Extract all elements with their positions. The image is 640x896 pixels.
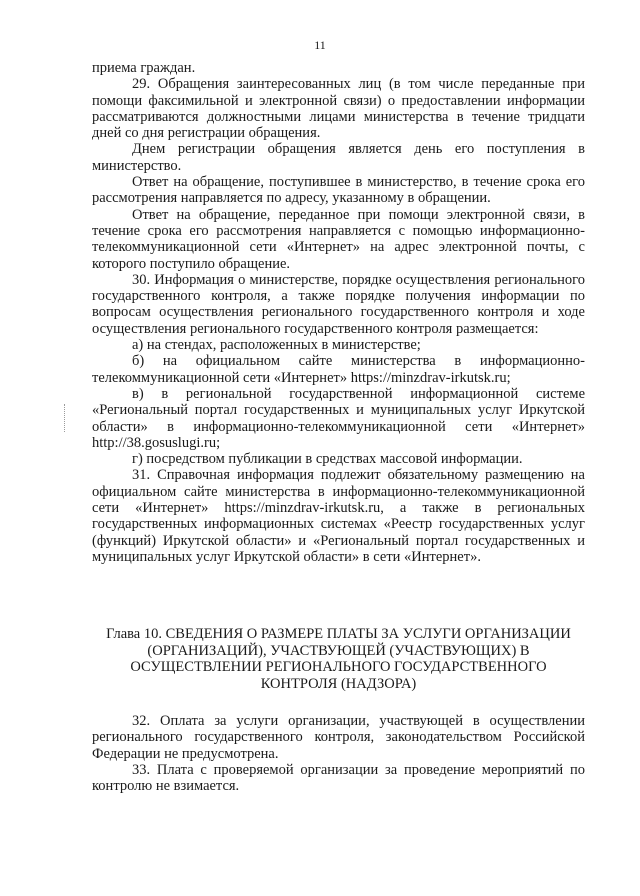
paragraph-32: 32. Оплата за услуги организации, участвующей в осуществлении регионального государственного контроля, законодательством Российской Федерации не предусмотрена. bbox=[92, 713, 585, 762]
paragraph-registration-day: Днем регистрации обращения является день его поступления в министерство. bbox=[92, 141, 585, 174]
document-body bbox=[92, 60, 585, 565]
list-item-v: в) в региональной государственной информационной системе «Региональный портал государственных и муниципальных услуг Иркутской области» в информационно-телекоммуникационной сети «Интернет» http://38.gosuslugi.ru; bbox=[92, 385, 585, 451]
chapter-heading-line: Глава 10. СВЕДЕНИЯ О РАЗМЕРЕ ПЛАТЫ ЗА УСЛУГИ ОРГАНИЗАЦИИ bbox=[106, 626, 571, 642]
page-number: 11 bbox=[314, 38, 326, 52]
margin-pencil-mark bbox=[64, 404, 67, 432]
chapter-heading-line: (ОРГАНИЗАЦИЙ), УЧАСТВУЮЩЕЙ (УЧАСТВУЮЩИХ) В bbox=[147, 642, 530, 659]
paragraph-33: 33. Плата с проверяемой организации за проведение мероприятий по контролю не взимается. bbox=[92, 761, 585, 795]
paragraph-continuation: приема граждан. bbox=[92, 60, 196, 76]
list-item-b: б) на официальном сайте министерства в информационно-телекоммуникационной сети «Интернет» https://minzdrav-irkutsk.ru; bbox=[92, 353, 585, 386]
chapter-10-heading bbox=[92, 626, 585, 692]
paragraph-29: 29. Обращения заинтересованных лиц (в том числе переданные при помощи факсимильной и электронной связи) о предоставлении информации рассматриваются должностными лицами министерства в течение тридцати дней со дня регистрации обращения. bbox=[92, 76, 585, 142]
list-item-a: а) на стендах, расположенных в министерстве; bbox=[132, 337, 421, 354]
paragraph-reply-by-address: Ответ на обращение, поступившее в министерство, в течение срока его рассмотрения направляется по адресу, указанному в обращении. bbox=[92, 174, 585, 207]
list-item-g: г) посредством публикации в средствах массовой информации. bbox=[132, 451, 523, 468]
chapter-heading-line: ОСУЩЕСТВЛЕНИИ РЕГИОНАЛЬНОГО ГОСУДАРСТВЕННОГО bbox=[130, 659, 547, 675]
paragraph-31: 31. Справочная информация подлежит обязательному размещению на официальном сайте министерства в информационно-телекоммуникационной сети «Интернет» https://minzdrav-irkutsk.ru, а также в региональных государственных информационных системах «Реестр государственных услуг (функций) Иркутской области» и «Региональный портал государственных и муниципальных услуг Иркутской области» в сети «Интернет». bbox=[92, 467, 585, 565]
paragraph-reply-by-email: Ответ на обращение, переданное при помощи электронной связи, в течение срока его рассмотрения направляется с помощью информационно-телекоммуникационной сети «Интернет» на адрес электронной почты, с которого поступило обращение. bbox=[92, 206, 585, 272]
chapter-10-body bbox=[92, 713, 585, 794]
paragraph-30: 30. Информация о министерстве, порядке осуществления регионального государственного контроля, а также порядке получения информации по вопросам осуществления регионального государственного контроля и ходе осуществления регионального государственного контроля размещается: bbox=[92, 271, 585, 337]
chapter-heading-line: КОНТРОЛЯ (НАДЗОРА) bbox=[260, 675, 417, 692]
